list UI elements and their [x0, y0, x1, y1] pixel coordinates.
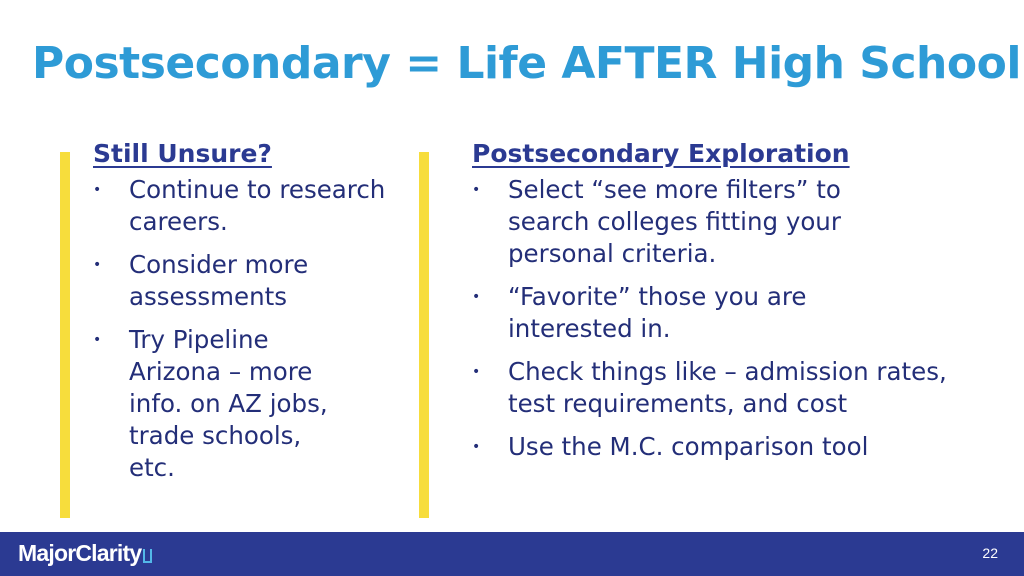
right-column-heading: Postsecondary Exploration [472, 139, 850, 168]
list-item-text: Continue to research careers. [129, 175, 386, 236]
list-item-text: Check things like – admission rates, test requirements, and cost [508, 357, 947, 418]
page-number: 22 [982, 545, 998, 561]
bullet-icon: • [93, 257, 102, 273]
slide-title: Postsecondary = Life AFTER High School [32, 38, 1021, 89]
accent-bar-middle [419, 152, 429, 518]
list-item-text: Use the M.C. comparison tool [508, 432, 869, 461]
list-item-text: “Favorite” those you are interested in. [508, 282, 807, 343]
list-item [93, 174, 413, 238]
list-item [472, 281, 1012, 345]
right-column [472, 138, 1012, 474]
left-column-heading: Still Unsure? [93, 139, 272, 168]
list-item [93, 324, 413, 484]
bullet-icon: • [93, 182, 102, 198]
bullet-icon: • [472, 182, 481, 198]
accent-bar-left [60, 152, 70, 518]
left-column [93, 138, 413, 495]
footer-bar [0, 532, 1024, 576]
list-item [93, 249, 413, 313]
left-bullet-list [93, 174, 413, 484]
bullet-icon: • [472, 439, 481, 455]
list-item [472, 174, 1012, 270]
bullet-icon: • [472, 364, 481, 380]
right-bullet-list [472, 174, 1012, 463]
list-item [472, 431, 1012, 463]
majorclarity-logo [18, 540, 152, 567]
list-item-text: Consider more assessments [129, 250, 309, 311]
logo-mark-icon [143, 549, 152, 563]
bullet-icon: • [93, 332, 102, 348]
list-item [472, 356, 1012, 420]
list-item-text: Select “see more filters” to search colleges fitting your personal criteria. [508, 175, 841, 268]
bullet-icon: • [472, 289, 481, 305]
list-item-text: Try Pipeline Arizona – more info. on AZ jobs, trade schools, etc. [129, 325, 328, 482]
logo-text: MajorClarity [18, 540, 142, 566]
